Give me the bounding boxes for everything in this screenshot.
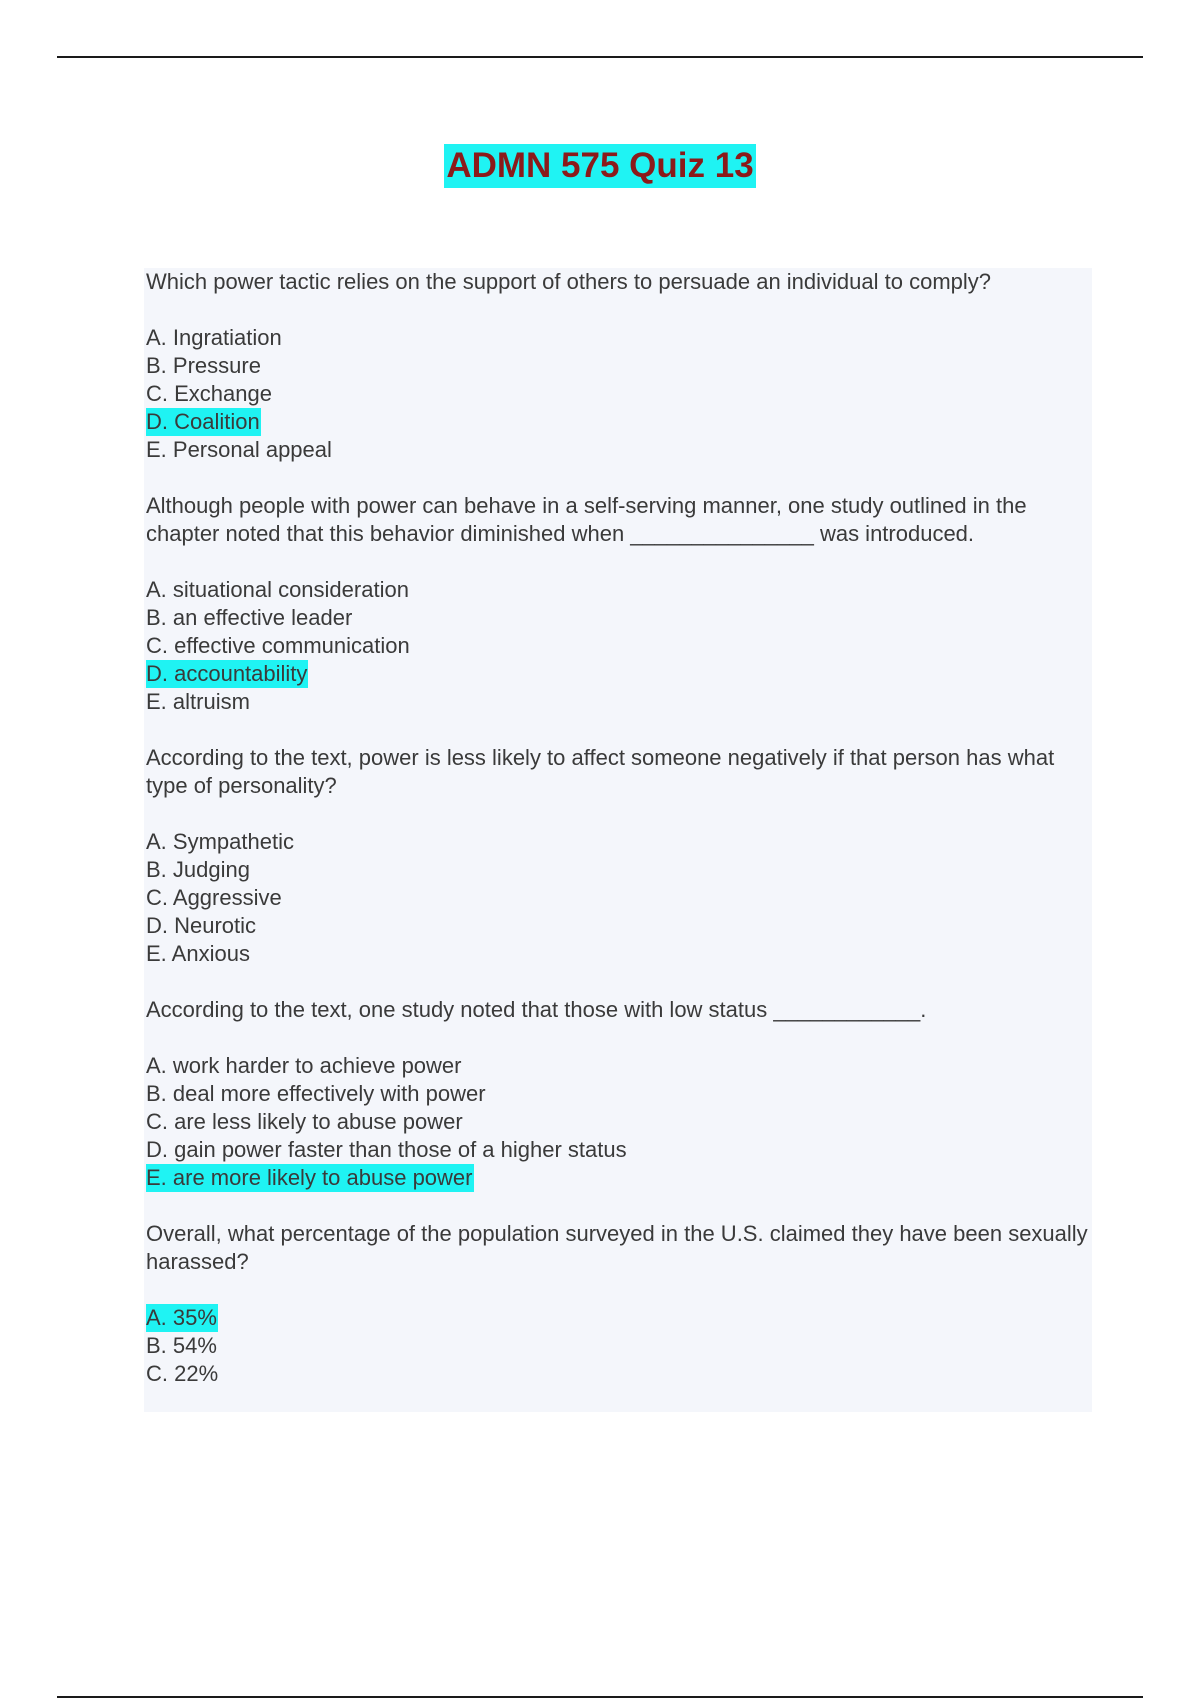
question-block — [146, 1220, 1094, 1388]
answer-options — [146, 1304, 1090, 1388]
answer-options — [146, 828, 1090, 968]
answer-option-label: A. 35% — [146, 1305, 217, 1330]
top-rule — [57, 56, 1143, 58]
answer-option-label: A. work harder to achieve power — [146, 1053, 462, 1078]
answer-option-label: B. 54% — [146, 1333, 217, 1358]
answer-options — [146, 1052, 1090, 1192]
answer-option — [146, 604, 1090, 632]
answer-option-highlighted — [146, 1304, 1090, 1332]
question-text: Overall, what percentage of the population surveyed in the U.S. claimed they have been sexually harassed? — [146, 1221, 1094, 1274]
answer-option — [146, 632, 1090, 660]
answer-option-label: C. Exchange — [146, 381, 272, 406]
answer-option-label: C. effective communication — [146, 633, 410, 658]
answer-option — [146, 912, 1090, 940]
quiz-content — [144, 268, 1092, 1412]
answer-option-label: B. Pressure — [146, 353, 261, 378]
answer-option-label: D. gain power faster than those of a higher status — [146, 1137, 627, 1162]
answer-option-label: C. Aggressive — [146, 885, 282, 910]
answer-option-label: D. accountability — [146, 661, 308, 686]
answer-option-label: C. are less likely to abuse power — [146, 1109, 463, 1134]
answer-option — [146, 380, 1090, 408]
question-text: Although people with power can behave in a self-serving manner, one study outlined in the chapter noted that this behavior diminished when _______________ was introduced. — [146, 493, 1033, 546]
answer-option-label: E. altruism — [146, 689, 250, 714]
title-container — [0, 144, 1200, 188]
answer-option-highlighted — [146, 1164, 1090, 1192]
answer-option-highlighted — [146, 408, 1090, 436]
answer-option-label: E. Anxious — [146, 941, 250, 966]
answer-option — [146, 352, 1090, 380]
answer-option-label: E. are more likely to abuse power — [146, 1165, 473, 1190]
answer-option-label: A. situational consideration — [146, 577, 409, 602]
answer-option-label: A. Sympathetic — [146, 829, 294, 854]
answer-option — [146, 1108, 1090, 1136]
answer-option — [146, 1052, 1090, 1080]
answer-options — [146, 324, 1090, 464]
bottom-rule — [57, 1696, 1143, 1698]
answer-option-label: B. an effective leader — [146, 605, 353, 630]
question-block — [146, 268, 1090, 464]
question-text: According to the text, one study noted that those with low status ____________. — [146, 997, 927, 1022]
answer-option — [146, 884, 1090, 912]
answer-option — [146, 856, 1090, 884]
answer-option — [146, 940, 1090, 968]
answer-option-highlighted — [146, 660, 1090, 688]
answer-option — [146, 828, 1090, 856]
answer-option — [146, 436, 1090, 464]
answer-option-label: A. Ingratiation — [146, 325, 282, 350]
answer-option — [146, 688, 1090, 716]
question-list — [146, 268, 1094, 1416]
answer-option — [146, 1080, 1090, 1108]
document-title: ADMN 575 Quiz 13 — [444, 144, 755, 188]
answer-option-label: B. deal more effectively with power — [146, 1081, 486, 1106]
question-block — [146, 996, 1090, 1192]
answer-option — [146, 1136, 1090, 1164]
answer-option — [146, 1332, 1090, 1360]
question-text: Which power tactic relies on the support of others to persuade an individual to comply? — [146, 269, 992, 294]
question-block — [146, 492, 1090, 716]
answer-option — [146, 576, 1090, 604]
question-text: According to the text, power is less likely to affect someone negatively if that person has what type of personality? — [146, 745, 1061, 798]
answer-option-label: C. 22% — [146, 1361, 219, 1386]
answer-option-label: D. Neurotic — [146, 913, 257, 938]
answer-option-label: B. Judging — [146, 857, 250, 882]
answer-option-label: D. Coalition — [146, 409, 260, 434]
answer-option-label: E. Personal appeal — [146, 437, 332, 462]
answer-option — [146, 1360, 1090, 1388]
answer-options — [146, 576, 1090, 716]
answer-option — [146, 324, 1090, 352]
question-block — [146, 744, 1090, 968]
